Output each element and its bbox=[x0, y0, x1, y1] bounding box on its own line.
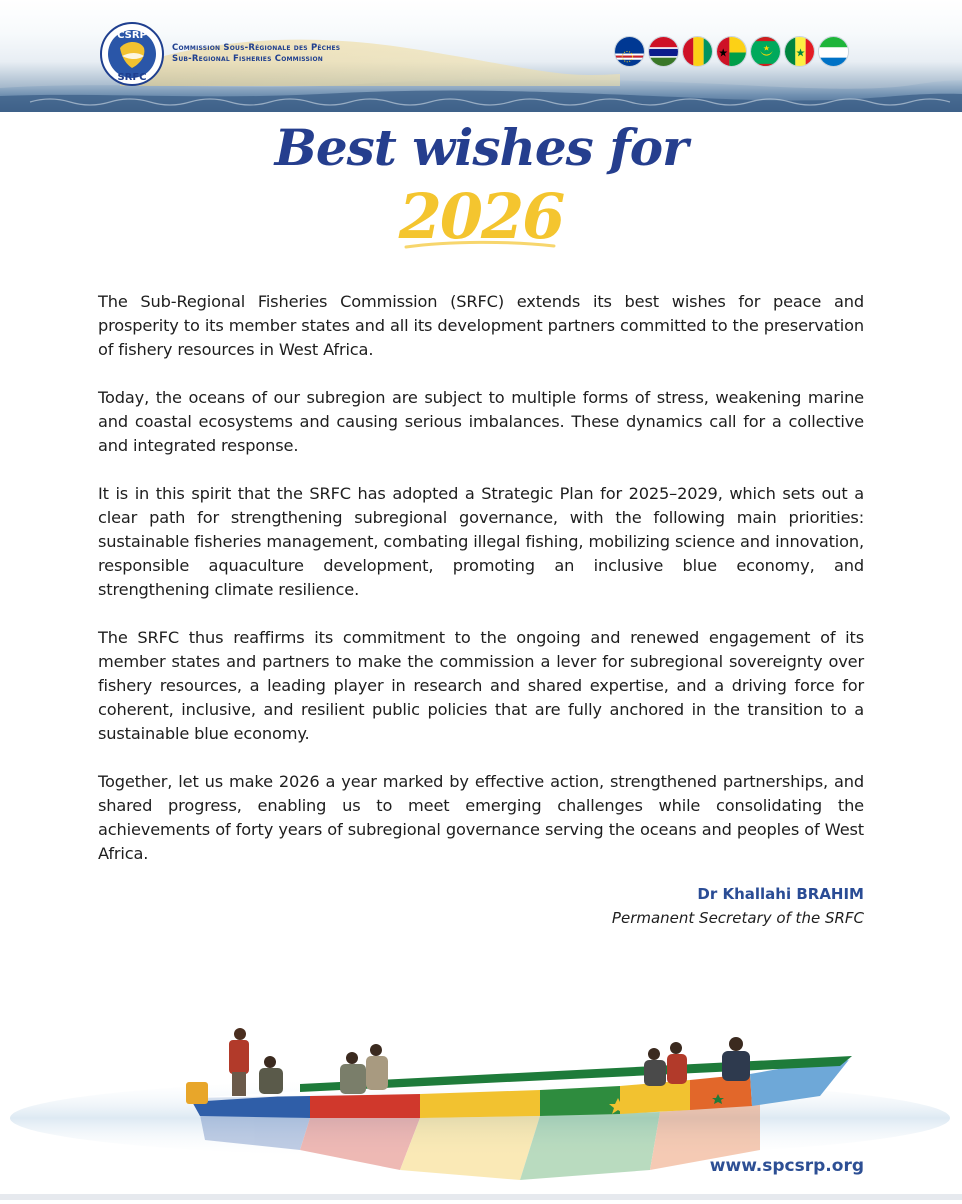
flag-sierra-leone-icon bbox=[818, 36, 849, 67]
website-link[interactable]: www.spcsrp.org bbox=[709, 1156, 864, 1176]
flag-mauritania-icon bbox=[750, 36, 781, 67]
signatory-role: Permanent Secretary of the SRFC bbox=[611, 909, 864, 927]
paragraph-1: The Sub-Regional Fisheries Commission (SRFC) extends its best wishes for peace and prosperity to its member states and all its development partners committed to the preservation of fishery resources in West Africa. bbox=[98, 292, 864, 359]
paragraph-2: Today, the oceans of our subregion are subject to multiple forms of stress, weakening marine and coastal ecosystems and causing serious imbalances. These dynamics call for a collective and integrated response. bbox=[98, 388, 864, 455]
hull-segment-red bbox=[310, 1094, 420, 1118]
srfc-logo bbox=[100, 22, 164, 86]
header-banner bbox=[0, 0, 962, 112]
logo-text-top: CSRP bbox=[117, 30, 147, 41]
title-line-1: Best wishes for bbox=[274, 118, 688, 177]
hull-segment-yellow bbox=[420, 1090, 540, 1118]
org-name-english: Sub-Regional Fisheries Commission bbox=[172, 54, 323, 64]
signature-block bbox=[612, 882, 864, 930]
paragraph-3: It is in this spirit that the SRFC has adopted a Strategic Plan for 2025–2029, which sets out a clear path for strengthening subregional governance, with the following main priorities: sustainable fisheries management, combating illegal fishing, mobilizing science and innovation, responsible aquaculture development, promoting an inclusive blue economy, and strengthening climate resilience. bbox=[98, 484, 864, 599]
member-flags bbox=[614, 36, 849, 67]
flag-senegal-icon bbox=[784, 36, 815, 67]
flag-guinea-bissau-icon bbox=[716, 36, 747, 67]
title-swash-decoration bbox=[400, 238, 560, 252]
flag-gambia-icon bbox=[648, 36, 679, 67]
bottom-edge bbox=[0, 1194, 962, 1200]
organization-names bbox=[172, 43, 340, 65]
flag-guinea-icon bbox=[682, 36, 713, 67]
paragraph-5: Together, let us make 2026 a year marked by effective action, strengthened partnerships, and shared progress, enabling us to meet emerging challenges while consolidating the achievements of forty years of subregional governance serving the oceans and peoples of West Africa. bbox=[98, 772, 864, 863]
flag-cape-verde-icon bbox=[614, 36, 645, 67]
hull-segment-green bbox=[540, 1086, 620, 1116]
signatory-name: Dr Khallahi BRAHIM bbox=[697, 885, 864, 903]
paragraph-4: The SRFC thus reaffirms its commitment to the ongoing and renewed engagement of its member states and partners to make the commission a lever for subregional sovereignty over fishery resources, a leading player in research and shared expertise, and a driving force for coherent, inclusive, and resilient public policies that are fully anchored in the transition to a sustainable blue economy. bbox=[98, 628, 864, 743]
title-line-2: 2026 bbox=[398, 180, 564, 253]
outboard-motor bbox=[186, 1082, 208, 1104]
logo-text-bottom: SRFC bbox=[117, 72, 147, 83]
message-body bbox=[98, 290, 864, 890]
org-name-french: Commission Sous-Régionale des Pêches bbox=[172, 43, 341, 53]
